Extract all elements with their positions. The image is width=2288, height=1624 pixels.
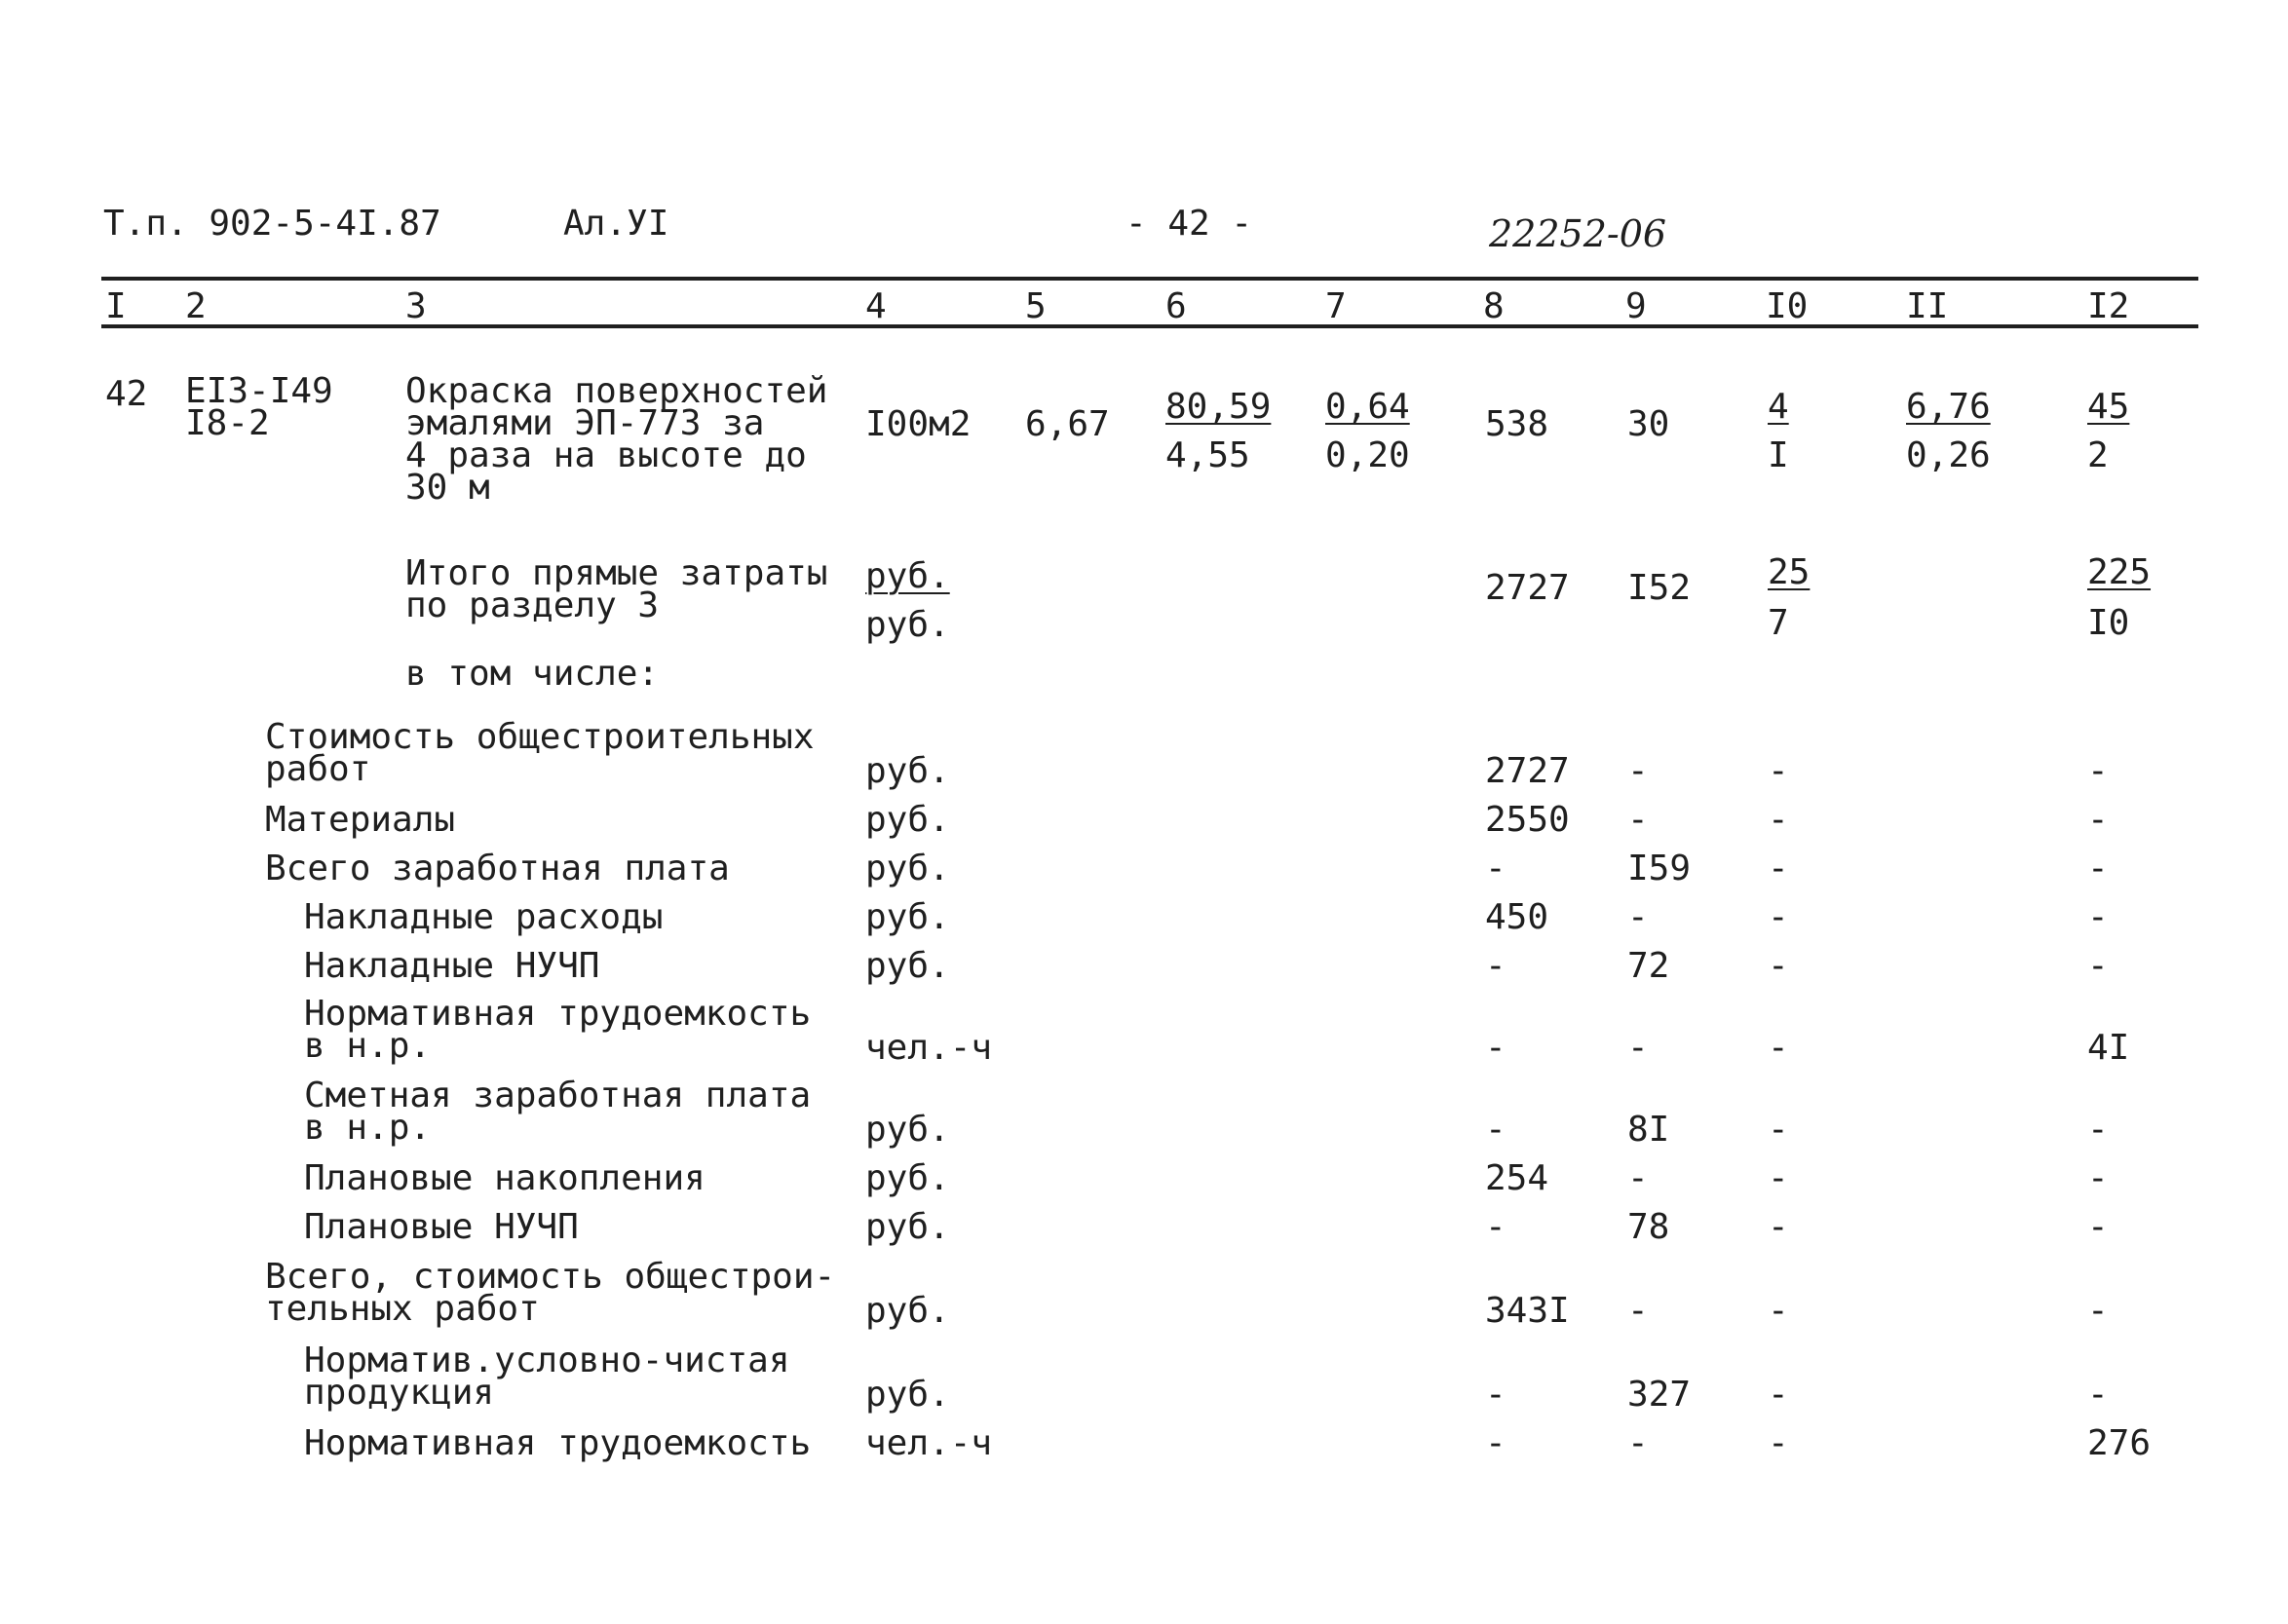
row-col8: - <box>1485 849 1506 888</box>
total-col9: I52 <box>1627 568 1692 608</box>
including-label: в том числе: <box>405 654 660 694</box>
row-col8: - <box>1485 1375 1506 1415</box>
row-col9: - <box>1627 1158 1649 1198</box>
item-quantity: 6,67 <box>1025 404 1110 444</box>
row-col8: - <box>1485 946 1506 986</box>
row-unit: руб. <box>865 1291 950 1331</box>
row-unit: руб. <box>865 849 950 888</box>
row-label: Плановые НУЧП <box>304 1207 579 1247</box>
row-label: Накладные НУЧП <box>304 946 600 986</box>
row-col12: - <box>2087 897 2109 937</box>
item-unit: I00м2 <box>865 404 972 444</box>
row-col10: - <box>1768 1375 1789 1415</box>
inventory-number: 22252-06 <box>1489 212 1667 255</box>
row-label: Нормативная трудоемкость <box>304 1423 812 1463</box>
row-col8: - <box>1485 1028 1506 1068</box>
column-header: 4 <box>865 286 887 326</box>
row-col9: - <box>1627 751 1649 791</box>
row-col12: - <box>2087 1207 2109 1247</box>
row-unit: руб. <box>865 1110 950 1150</box>
row-col12: 276 <box>2087 1423 2152 1463</box>
column-header: I2 <box>2087 286 2130 326</box>
row-col9: - <box>1627 800 1649 840</box>
item-col12-top: 45 <box>2087 387 2130 427</box>
row-label: Накладные расходы <box>304 897 664 937</box>
page-number: - 42 - <box>1125 204 1253 244</box>
row-col8: 450 <box>1485 897 1549 937</box>
row-col8: 2727 <box>1485 751 1570 791</box>
row-col8: - <box>1485 1207 1506 1247</box>
total-col10-bottom: 7 <box>1768 603 1789 643</box>
item-col9: 30 <box>1627 404 1670 444</box>
column-header: 5 <box>1025 286 1047 326</box>
row-col9: 327 <box>1627 1375 1692 1415</box>
row-label: Всего, стоимость общестрои- тельных работ <box>265 1257 836 1329</box>
row-col9: I59 <box>1627 849 1692 888</box>
row-label: Плановые накопления <box>304 1158 705 1198</box>
item-col10-top: 4 <box>1768 387 1789 427</box>
row-col9: 78 <box>1627 1207 1670 1247</box>
album-number: Ал.УI <box>563 204 669 244</box>
column-header: 7 <box>1325 286 1347 326</box>
row-col12: 4I <box>2087 1028 2130 1068</box>
row-col8: 343I <box>1485 1291 1570 1331</box>
item-col12-bottom: 2 <box>2087 435 2109 475</box>
row-unit: чел.-ч <box>865 1423 993 1463</box>
total-unit-bottom: руб. <box>865 605 950 645</box>
row-col12: - <box>2087 751 2109 791</box>
column-header: 3 <box>405 286 427 326</box>
row-col9: 72 <box>1627 946 1670 986</box>
row-col10: - <box>1768 1423 1789 1463</box>
row-col12: - <box>2087 1110 2109 1150</box>
row-col9: - <box>1627 1028 1649 1068</box>
header-top-rule <box>101 277 2198 281</box>
row-col10: - <box>1768 946 1789 986</box>
row-col12: - <box>2087 849 2109 888</box>
column-header: I0 <box>1766 286 1809 326</box>
row-col8: 254 <box>1485 1158 1549 1198</box>
total-unit-top: руб. <box>865 556 950 596</box>
row-col12: - <box>2087 946 2109 986</box>
row-col8: 2550 <box>1485 800 1570 840</box>
item-number: 42 <box>105 374 148 414</box>
column-header: II <box>1906 286 1949 326</box>
row-col12: - <box>2087 1158 2109 1198</box>
item-col6-top: 80,59 <box>1165 387 1272 427</box>
row-col10: - <box>1768 1207 1789 1247</box>
row-label: Сметная заработная плата в н.р. <box>304 1076 812 1148</box>
row-label: Стоимость общестроительных работ <box>265 717 815 789</box>
row-col10: - <box>1768 849 1789 888</box>
row-col12: - <box>2087 1375 2109 1415</box>
row-col9: 8I <box>1627 1110 1670 1150</box>
total-col12-top: 225 <box>2087 552 2152 592</box>
row-col8: - <box>1485 1110 1506 1150</box>
row-col12: - <box>2087 1291 2109 1331</box>
row-col9: - <box>1627 1423 1649 1463</box>
item-col11-top: 6,76 <box>1906 387 1991 427</box>
row-unit: руб. <box>865 946 950 986</box>
row-col10: - <box>1768 1158 1789 1198</box>
item-description: Окраска поверхностей эмалями ЭП-773 за 4 раза на высоте до 30 м <box>405 371 828 508</box>
row-unit: руб. <box>865 1158 950 1198</box>
row-col10: - <box>1768 751 1789 791</box>
row-unit: руб. <box>865 1375 950 1415</box>
row-label: Всего заработная плата <box>265 849 730 888</box>
row-unit: руб. <box>865 1207 950 1247</box>
row-col9: - <box>1627 897 1649 937</box>
row-label: Материалы <box>265 800 456 840</box>
total-col12-bottom: I0 <box>2087 603 2130 643</box>
row-unit: руб. <box>865 751 950 791</box>
row-col9: - <box>1627 1291 1649 1331</box>
row-unit: руб. <box>865 800 950 840</box>
item-col7-top: 0,64 <box>1325 387 1410 427</box>
item-col10-bottom: I <box>1768 435 1789 475</box>
document-code: Т.п. 902-5-4I.87 <box>103 204 441 244</box>
column-header: 8 <box>1483 286 1505 326</box>
total-label: Итого прямые затраты по разделу 3 <box>405 553 828 625</box>
row-col8: - <box>1485 1423 1506 1463</box>
item-col6-bottom: 4,55 <box>1165 435 1250 475</box>
item-code: EI3-I49 I8-2 <box>185 371 333 443</box>
row-unit: руб. <box>865 897 950 937</box>
column-header: 2 <box>185 286 207 326</box>
item-col11-bottom: 0,26 <box>1906 435 1991 475</box>
row-col10: - <box>1768 1291 1789 1331</box>
total-col8: 2727 <box>1485 568 1570 608</box>
column-header: 6 <box>1165 286 1187 326</box>
row-label: Норматив.условно-чистая продукция <box>304 1341 790 1413</box>
row-label: Нормативная трудоемкость в н.р. <box>304 994 812 1066</box>
item-col8: 538 <box>1485 404 1549 444</box>
row-unit: чел.-ч <box>865 1028 993 1068</box>
row-col10: - <box>1768 800 1789 840</box>
column-header: 9 <box>1625 286 1647 326</box>
column-header: I <box>105 286 127 326</box>
row-col12: - <box>2087 800 2109 840</box>
total-col10-top: 25 <box>1768 552 1811 592</box>
item-col7-bottom: 0,20 <box>1325 435 1410 475</box>
row-col10: - <box>1768 897 1789 937</box>
row-col10: - <box>1768 1028 1789 1068</box>
row-col10: - <box>1768 1110 1789 1150</box>
